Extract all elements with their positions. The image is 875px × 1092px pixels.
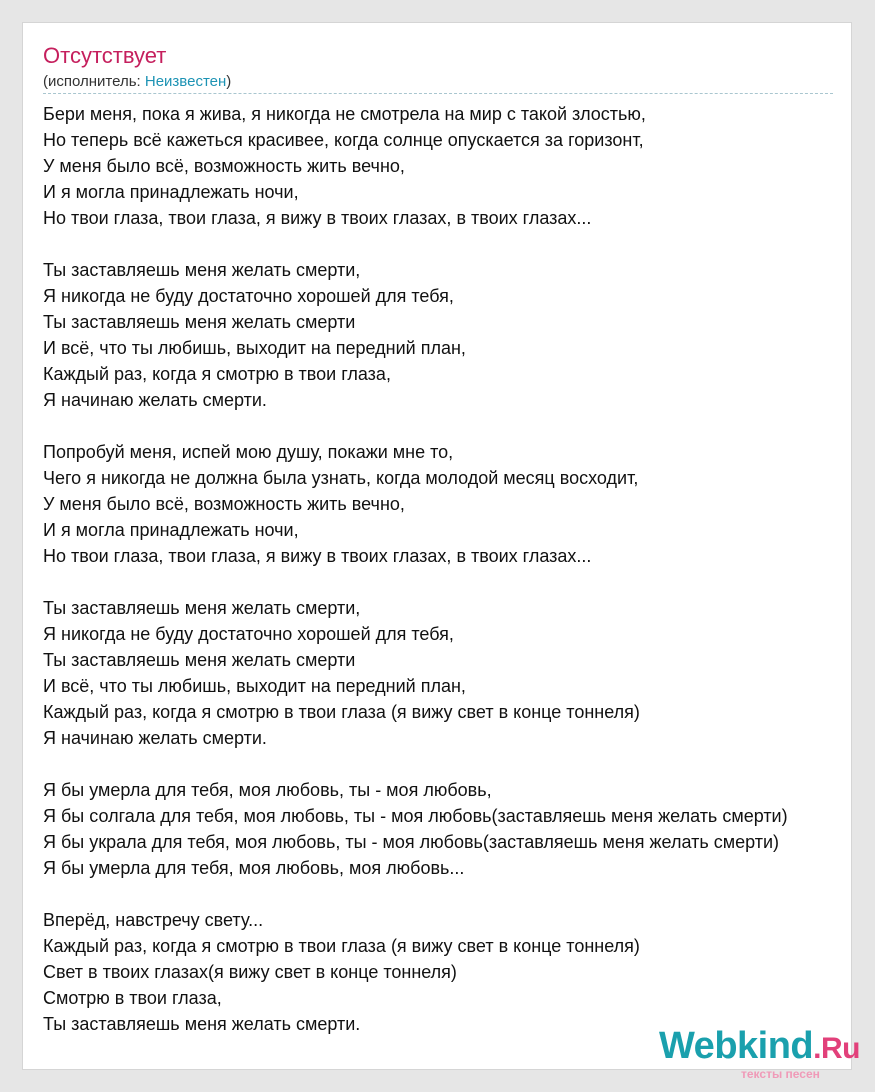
lyrics-text — [43, 101, 875, 1063]
lyrics-stanza — [43, 257, 875, 413]
lyric-line: Я начинаю желать смерти. — [43, 728, 267, 748]
lyric-line: Попробуй меня, испей мою душу, покажи мне то, — [43, 442, 454, 462]
lyric-line: Я начинаю желать смерти. — [43, 390, 267, 410]
lyrics-stanza — [43, 439, 875, 569]
lyric-line: Я бы солгала для тебя, моя любовь, ты - моя любовь(заставляешь меня желать смерти) — [43, 806, 788, 826]
lyric-line: Я бы умерла для тебя, моя любовь, моя любовь... — [43, 858, 465, 878]
song-title: Отсутствует — [43, 43, 167, 68]
lyric-line: Каждый раз, когда я смотрю в твои глаза, — [43, 364, 391, 384]
lyric-line: Ты заставляешь меня желать смерти — [43, 312, 356, 332]
lyrics-page — [22, 22, 860, 1081]
webkind-logo[interactable] — [659, 1025, 860, 1085]
lyrics-stanza — [43, 101, 875, 231]
lyric-line: Чего я никогда не должна была узнать, когда молодой месяц восходит, — [43, 468, 639, 488]
lyric-line: У меня было всё, возможность жить вечно, — [43, 494, 405, 514]
lyric-line: Ты заставляешь меня желать смерти, — [43, 598, 361, 618]
logo-tld: .Ru — [813, 1032, 860, 1065]
logo-tagline: тексты песен — [741, 1067, 820, 1081]
lyric-line: Но теперь всё кажеться красивее, когда солнце опускается за горизонт, — [43, 130, 644, 150]
lyric-line: И всё, что ты любишь, выходит на передний план, — [43, 338, 466, 358]
lyric-line: Ты заставляешь меня желать смерти, — [43, 260, 361, 280]
lyric-line: Смотрю в твои глаза, — [43, 988, 222, 1008]
lyric-line: И я могла принадлежать ночи, — [43, 182, 299, 202]
artist-link[interactable]: Неизвестен — [144, 73, 227, 90]
artist-suffix: ) — [226, 73, 232, 90]
lyric-line: Свет в твоих глазах(я вижу свет в конце тоннеля) — [43, 962, 457, 982]
lyrics-stanza — [43, 777, 875, 881]
lyrics-stanza — [43, 907, 875, 1037]
lyric-line: И всё, что ты любишь, выходит на передний план, — [43, 676, 466, 696]
lyric-line: Я никогда не буду достаточно хорошей для тебя, — [43, 624, 454, 644]
logo-name: Webkind — [659, 1025, 814, 1067]
lyric-line: Вперёд, навстречу свету... — [43, 910, 264, 930]
lyric-line: Я бы украла для тебя, моя любовь, ты - моя любовь(заставляешь меня желать смерти) — [43, 832, 780, 852]
lyric-line: Бери меня, пока я жива, я никогда не смотрела на мир с такой злостью, — [43, 104, 646, 124]
lyric-line: Каждый раз, когда я смотрю в твои глаза (я вижу свет в конце тоннеля) — [43, 702, 640, 722]
lyric-line: Я бы умерла для тебя, моя любовь, ты - моя любовь, — [43, 780, 492, 800]
lyric-line: Я никогда не буду достаточно хорошей для тебя, — [43, 286, 454, 306]
lyric-line: Ты заставляешь меня желать смерти — [43, 650, 356, 670]
lyric-line: Но твои глаза, твои глаза, я вижу в твоих глазах, в твоих глазах... — [43, 208, 592, 228]
lyric-line: Но твои глаза, твои глаза, я вижу в твоих глазах, в твоих глазах... — [43, 546, 592, 566]
lyrics-stanza — [43, 595, 875, 751]
lyric-line: Ты заставляешь меня желать смерти. — [43, 1014, 361, 1034]
lyric-line: Каждый раз, когда я смотрю в твои глаза (я вижу свет в конце тоннеля) — [43, 936, 640, 956]
lyric-line: У меня было всё, возможность жить вечно, — [43, 156, 405, 176]
artist-line — [43, 73, 231, 90]
artist-prefix: (исполнитель: — [43, 73, 145, 90]
logo-wordmark — [659, 1025, 860, 1068]
lyric-line: И я могла принадлежать ночи, — [43, 520, 299, 540]
header-divider — [43, 93, 833, 94]
